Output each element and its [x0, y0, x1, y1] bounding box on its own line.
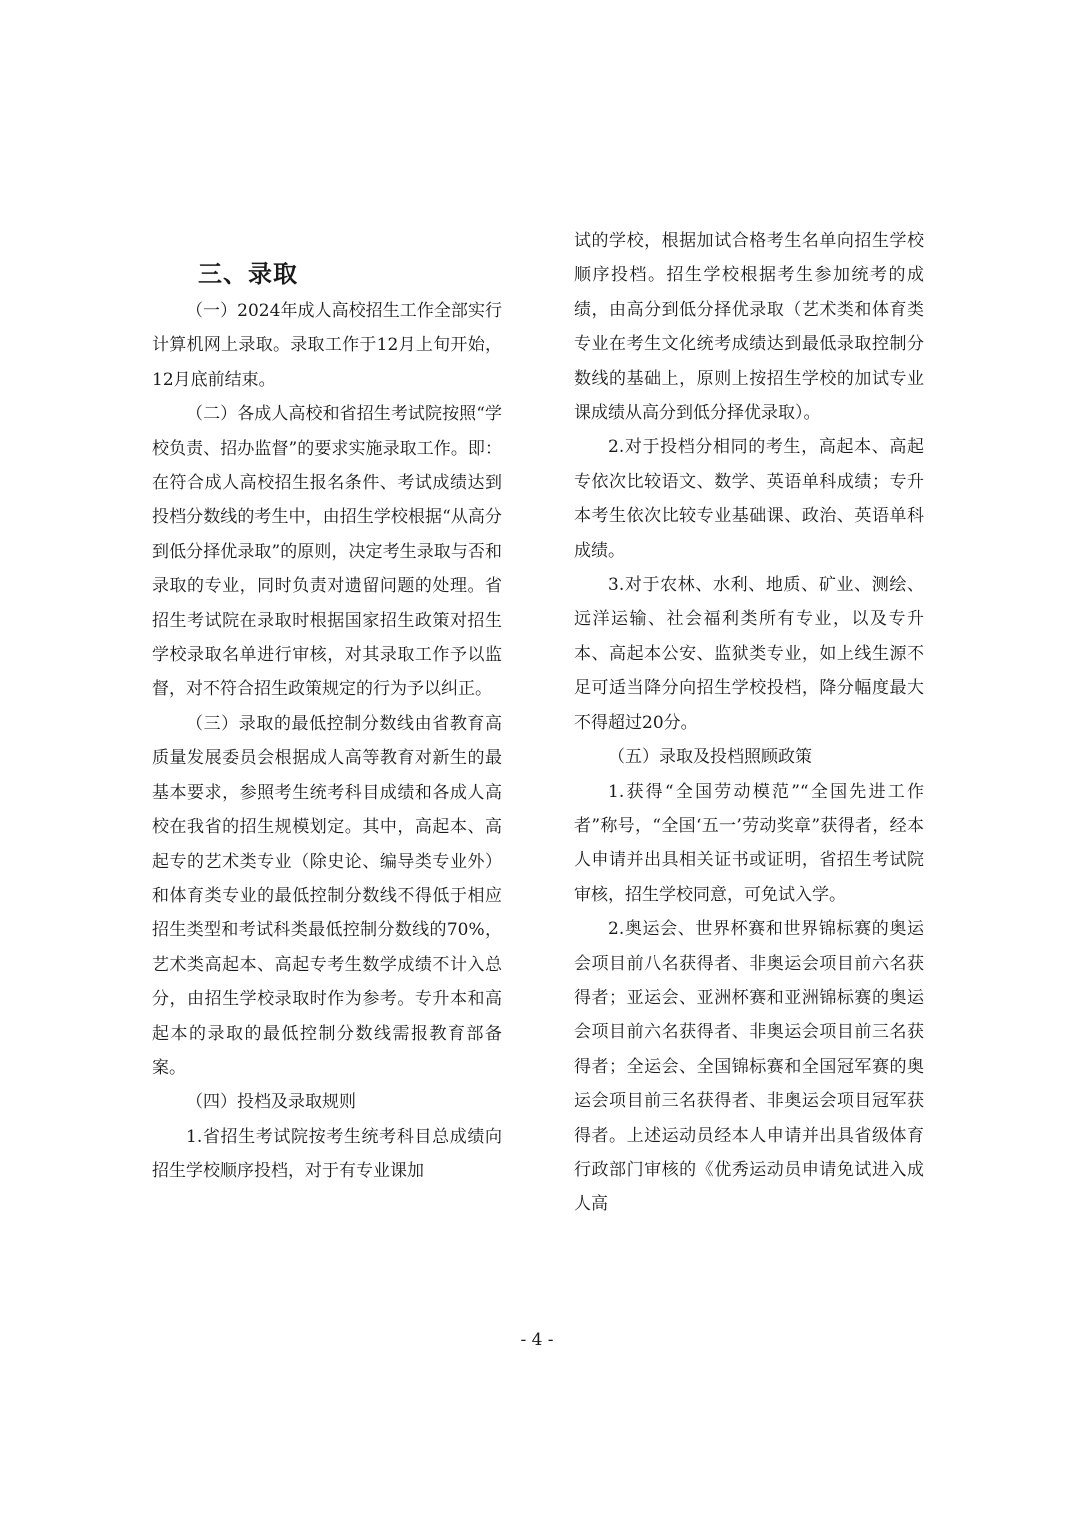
paragraph-rule-2: 2.对于投档分相同的考生，高起本、高起专依次比较语文、数学、英语单科成绩；专升本考生依次比较专业基础课、政治、英语单科成绩。 — [574, 437, 924, 561]
paragraph-rule-1-start: 1.省招生考试院按考生统考科目总成绩向招生学校顺序投档，对于有专业课加 — [152, 1126, 502, 1182]
subheading-rules: （四）投档及录取规则 — [186, 1092, 356, 1113]
section-heading: 三、录取 — [198, 260, 298, 288]
paragraph-rule-3: 3.对于农林、水利、地质、矿业、测绘、远洋运输、社会福利类所有专业，以及专升本、高起本公安、监狱类专业，如上线生源不足可适当降分向招生学校投档，降分幅度最大不得超过20分。 — [574, 575, 924, 733]
paragraph-timing: （一）2024年成人高校招生工作全部实行计算机网上录取。录取工作于12月上旬开始，12月底前结束。 — [152, 301, 502, 390]
paragraph-minimum-score: （三）录取的最低控制分数线由省教育高质量发展委员会根据成人高等教育对新生的最基本要求，参照考生统考科目成绩和各成人高校在我省的招生规模划定。其中，高起本、高起专的艺术类专业（除史论、编导类专业外）和体育类专业的最低控制分数线不得低于相应招生类型和考试科类最低控制分数线的70%，艺术类高起本、高起专考生数学成绩不计入总分，由招生学校录取时作为参考。专升本和高起本的录取的最低控制分数线需报教育部备案。 — [152, 713, 502, 1078]
left-column — [152, 224, 502, 1189]
page-number: - 4 - — [520, 1330, 554, 1350]
subheading-care-policy: （五）录取及投档照顾政策 — [608, 747, 812, 768]
right-column — [574, 224, 924, 1222]
paragraph-policy-1: 1.获得“全国劳动模范”“全国先进工作者”称号，“全国‘五一’劳动奖章”获得者，经本人申请并出具相关证书或证明，省招生考试院审核，招生学校同意，可免试入学。 — [574, 781, 924, 905]
paragraph-policy-2: 2.奥运会、世界杯赛和世界锦标赛的奥运会项目前八名获得者、非奥运会项目前六名获得者；亚运会、亚洲杯赛和亚洲锦标赛的奥运会项目前六名获得者、非奥运会项目前三名获得者；全运会、全国锦标赛和全国冠军赛的奥运会项目前三名获得者、非奥运会项目冠军获得者。上述运动员经本人申请并出具省级体育行政部门审核的《优秀运动员申请免试进入成人高 — [574, 919, 924, 1215]
paragraph-responsibility: （二）各成人高校和省招生考试院按照“学校负责、招办监督”的要求实施录取工作。即：在符合成人高校招生报名条件、考试成绩达到投档分数线的考生中，由招生学校根据“从高分到低分择优录取”的原则，决定考生录取与否和录取的专业，同时负责对遗留问题的处理。省招生考试院在录取时根据国家招生政策对招生学校录取名单进行审核，对其录取工作予以监督，对不符合招生政策规定的行为予以纠正。 — [152, 404, 502, 700]
paragraph-rule-1-continued: 试的学校，根据加试合格考生名单向招生学校顺序投档。招生学校根据考生参加统考的成绩，由高分到低分择优录取（艺术类和体育类专业在考生文化统考成绩达到最低录取控制分数线的基础上，原则上按招生学校的加试专业课成绩从高分到低分择优录取）。 — [574, 231, 924, 424]
